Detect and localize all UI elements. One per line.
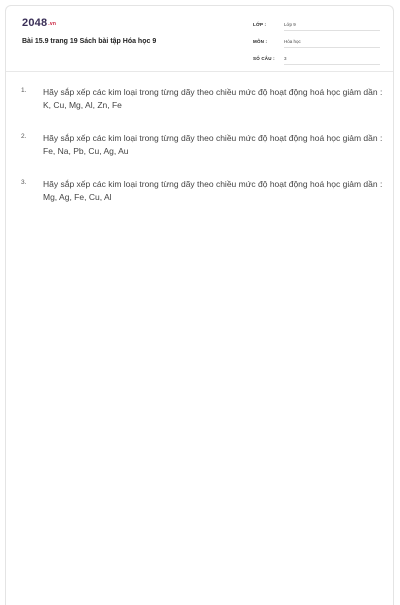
worksheet xyxy=(5,5,394,605)
question-number: 2. xyxy=(21,133,27,140)
worksheet-header xyxy=(6,6,393,72)
grade-label: LỚP : xyxy=(253,22,267,27)
worksheet-meta xyxy=(253,20,381,71)
subject-label: MÔN : xyxy=(253,39,268,44)
meta-grade-row xyxy=(253,20,381,37)
page-title: Bài 15.9 trang 19 Sách bài tập Hóa học 9 xyxy=(22,38,157,45)
question-count-label: SỐ CÂU : xyxy=(253,56,275,61)
site-logo[interactable] xyxy=(22,17,56,29)
question-item xyxy=(21,132,386,158)
question-item xyxy=(21,178,386,204)
question-text: Hãy sắp xếp các kim loại trong từng dãy theo chiều mức độ hoạt động hoá học giảm dần : Mg, Ag, Fe, Cu, Al xyxy=(43,179,383,202)
question-count-value: 3 xyxy=(284,56,380,65)
meta-subject-row xyxy=(253,37,381,54)
subject-value: Hóa học xyxy=(284,39,380,48)
logo-text: 2048 xyxy=(22,17,48,29)
meta-count-row xyxy=(253,54,381,71)
logo-suffix: .vn xyxy=(48,21,57,27)
question-item xyxy=(21,86,386,112)
question-number: 3. xyxy=(21,179,27,186)
grade-value: Lớp 9 xyxy=(284,22,380,31)
question-list xyxy=(21,86,386,224)
question-text: Hãy sắp xếp các kim loại trong từng dãy theo chiều mức độ hoạt động hoá học giảm dần : Fe, Na, Pb, Cu, Ag, Au xyxy=(43,133,383,156)
question-number: 1. xyxy=(21,87,27,94)
question-text: Hãy sắp xếp các kim loại trong từng dãy theo chiều mức độ hoạt động hoá học giảm dần : K, Cu, Mg, Al, Zn, Fe xyxy=(43,87,383,110)
